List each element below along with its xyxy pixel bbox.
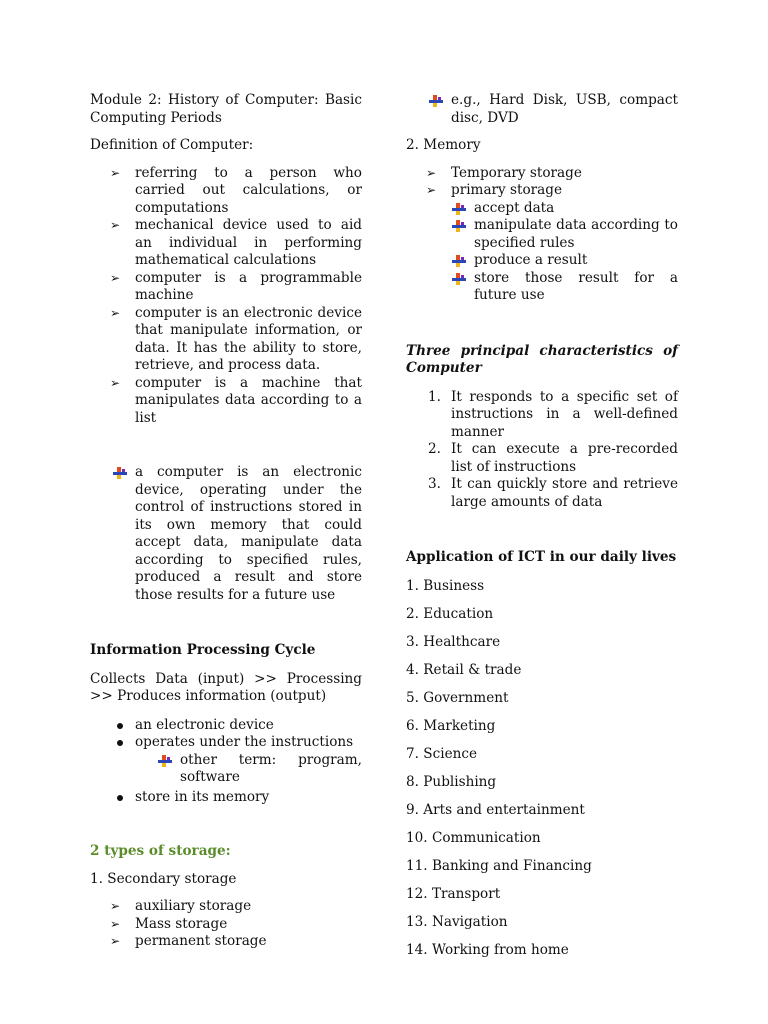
list-item: ➢ primary storage xyxy=(406,182,678,200)
ict-list xyxy=(406,578,678,960)
list-item: 3. Healthcare xyxy=(406,633,501,650)
item-number: 3. xyxy=(428,476,441,492)
list-item: 10. Communication xyxy=(406,829,541,846)
characteristics-list xyxy=(406,389,678,512)
item-text: It can execute a pre-recorded list of instructions xyxy=(451,441,678,475)
ipc-bullets-last xyxy=(90,789,362,807)
full-definition-list xyxy=(90,464,362,604)
list-item: 8. Publishing xyxy=(406,773,497,790)
memory-heading: 2. Memory xyxy=(406,137,481,153)
secondary-storage-heading: 1. Secondary storage xyxy=(90,870,237,887)
list-item: operates under the instructions xyxy=(90,734,362,752)
list-item: 4. Retail & trade xyxy=(406,661,522,678)
secondary-example-list xyxy=(406,92,678,127)
module-title: Module 2: History of Computer: Basic Computing Periods xyxy=(90,92,362,126)
memory-sub-list xyxy=(406,200,678,305)
list-item xyxy=(113,464,362,604)
ipc-bullets xyxy=(90,717,362,752)
item-number: 1. xyxy=(428,388,441,405)
memory-sub-item: produce a result xyxy=(474,252,588,268)
ipc-sub-item: other term: program, software xyxy=(180,751,362,785)
windows-flag-bullet-icon xyxy=(452,273,466,285)
list-item: ➢ mechanical device used to aid an individual in performing mathematical calculations xyxy=(90,217,362,270)
left-column xyxy=(90,92,362,951)
list-item: ➢ Mass storage xyxy=(90,916,362,934)
ipc-heading: Information Processing Cycle xyxy=(90,642,316,658)
list-item: ➢ computer is a machine that manipulates data according to a list xyxy=(90,375,362,428)
list-item xyxy=(452,200,678,218)
list-item: ➢ computer is an electronic device that manipulate information, or data. It has the ability to store, retrieve, and process data. xyxy=(90,305,362,375)
list-item: 2. Education xyxy=(406,605,494,622)
full-definition-text: a computer is an electronic device, operating under the control of instructions stored in its own memory that could accept data, manipulate data according to specified rules, produced a result and store those results for a future use xyxy=(135,464,362,603)
characteristics-heading: Three principal characteristics of Computer xyxy=(406,342,678,376)
memory-sub-item: manipulate data according to specified rules xyxy=(474,217,678,251)
list-item: ➢ auxiliary storage xyxy=(90,898,362,916)
list-item xyxy=(406,476,678,511)
list-item: 6. Marketing xyxy=(406,717,496,734)
list-item: 11. Banking and Financing xyxy=(406,857,592,874)
ict-heading: Application of ICT in our daily lives xyxy=(406,549,677,565)
list-item xyxy=(158,752,362,787)
ipc-text: Collects Data (input) >> Processing >> Produces information (output) xyxy=(90,670,362,704)
windows-flag-bullet-icon xyxy=(429,95,443,107)
list-item: ➢ permanent storage xyxy=(90,933,362,951)
item-text: It responds to a specific set of instructions in a well-defined manner xyxy=(451,388,678,440)
list-item: 12. Transport xyxy=(406,885,501,902)
list-item: 9. Arts and entertainment xyxy=(406,801,585,818)
right-column xyxy=(406,92,678,970)
windows-flag-bullet-icon xyxy=(113,467,127,479)
list-item: an electronic device xyxy=(90,717,362,735)
windows-flag-bullet-icon xyxy=(452,255,466,267)
list-item: ➢ computer is a programmable machine xyxy=(90,270,362,305)
storage-heading: 2 types of storage: xyxy=(90,843,231,859)
definition-heading: Definition of Computer: xyxy=(90,137,254,153)
secondary-storage-list xyxy=(90,898,362,951)
list-item xyxy=(429,92,678,127)
item-number: 2. xyxy=(428,441,441,457)
secondary-example: e.g., Hard Disk, USB, compact disc, DVD xyxy=(451,92,678,126)
list-item: 1. Business xyxy=(406,577,485,594)
windows-flag-bullet-icon xyxy=(452,203,466,215)
ipc-sub-list xyxy=(90,752,362,787)
memory-list xyxy=(406,165,678,200)
windows-flag-bullet-icon xyxy=(452,220,466,232)
list-item: 5. Government xyxy=(406,689,509,706)
list-item: 7. Science xyxy=(406,745,478,762)
list-item xyxy=(406,441,678,476)
windows-flag-bullet-icon xyxy=(158,755,172,767)
item-text: It can quickly store and retrieve large amounts of data xyxy=(451,476,678,510)
list-item: store in its memory xyxy=(90,789,362,807)
list-item: ➢ Temporary storage xyxy=(406,165,678,183)
list-item xyxy=(452,252,678,270)
list-item xyxy=(452,270,678,305)
list-item xyxy=(452,217,678,252)
list-item: 13. Navigation xyxy=(406,913,508,930)
list-item: 14. Working from home xyxy=(406,941,569,958)
memory-sub-item: store those result for a future use xyxy=(474,269,678,303)
memory-sub-item: accept data xyxy=(474,199,555,216)
list-item: ➢ referring to a person who carried out calculations, or computations xyxy=(90,165,362,218)
list-item xyxy=(406,389,678,442)
definition-list xyxy=(90,165,362,428)
